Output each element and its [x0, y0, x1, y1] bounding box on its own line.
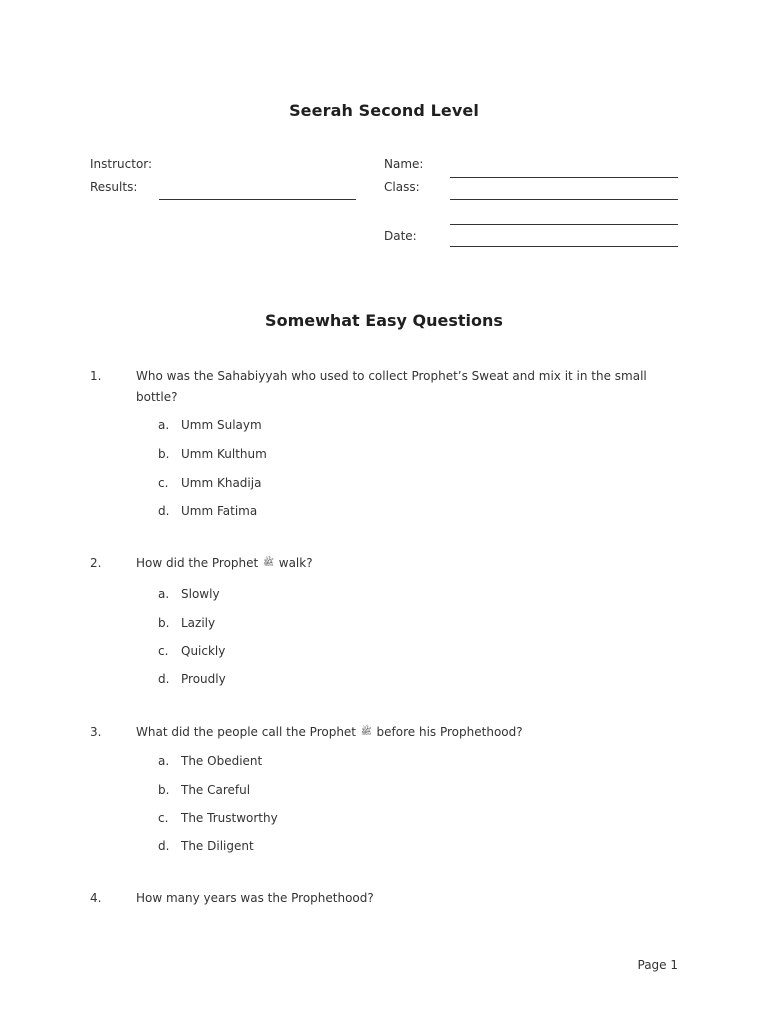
option-text: Slowly — [181, 587, 220, 601]
question-text-after: before his Prophethood? — [376, 725, 523, 739]
question-text: Who was the Sahabiyyah who used to collect Prophet’s Sweat and mix it in the small bottle? — [136, 369, 647, 404]
option-letter: c. — [158, 476, 169, 490]
salawat-symbol-icon: ﷺ — [360, 727, 372, 737]
option-letter: b. — [158, 783, 170, 797]
option-letter: a. — [158, 587, 170, 601]
option-text: Umm Fatima — [181, 504, 258, 518]
option-text: Lazily — [181, 616, 216, 630]
option-text: The Obedient — [181, 754, 263, 768]
option-text: The Careful — [181, 783, 251, 797]
results-line — [159, 199, 356, 200]
question-number: 4. — [90, 891, 102, 905]
question-number: 1. — [90, 369, 102, 383]
option-text: The Diligent — [181, 839, 254, 853]
class-line — [450, 199, 678, 200]
document-title: Seerah Second Level — [289, 101, 479, 120]
option-letter: b. — [158, 447, 170, 461]
option-letter: a. — [158, 754, 170, 768]
class-line-extra — [450, 224, 678, 225]
option-text: Proudly — [181, 672, 226, 686]
question-text-before: What did the people call the Prophet — [136, 725, 357, 739]
question-number: 2. — [90, 556, 102, 570]
option-letter: d. — [158, 672, 170, 686]
class-label: Class: — [384, 180, 420, 194]
option-letter: d. — [158, 839, 170, 853]
option-text: Umm Khadija — [181, 476, 262, 490]
question-number: 3. — [90, 725, 102, 739]
question-text — [136, 722, 666, 743]
question-text-after: walk? — [278, 556, 313, 570]
name-line — [450, 177, 678, 178]
instructor-label: Instructor: — [90, 157, 153, 171]
option-letter: c. — [158, 644, 169, 658]
question-text-before: How did the Prophet — [136, 556, 259, 570]
option-letter: c. — [158, 811, 169, 825]
option-letter: d. — [158, 504, 170, 518]
results-label: Results: — [90, 180, 138, 194]
question-text: How many years was the Prophethood? — [136, 891, 374, 905]
question-text — [136, 553, 666, 574]
option-text: Quickly — [181, 644, 226, 658]
option-letter: a. — [158, 418, 170, 432]
section-title: Somewhat Easy Questions — [265, 311, 503, 330]
option-text: Umm Kulthum — [181, 447, 267, 461]
option-text: The Trustworthy — [181, 811, 278, 825]
date-line — [450, 246, 678, 247]
name-label: Name: — [384, 157, 424, 171]
date-label: Date: — [384, 229, 417, 243]
option-text: Umm Sulaym — [181, 418, 262, 432]
page-number: Page 1 — [637, 958, 678, 972]
salawat-symbol-icon: ﷺ — [263, 558, 274, 568]
option-letter: b. — [158, 616, 170, 630]
